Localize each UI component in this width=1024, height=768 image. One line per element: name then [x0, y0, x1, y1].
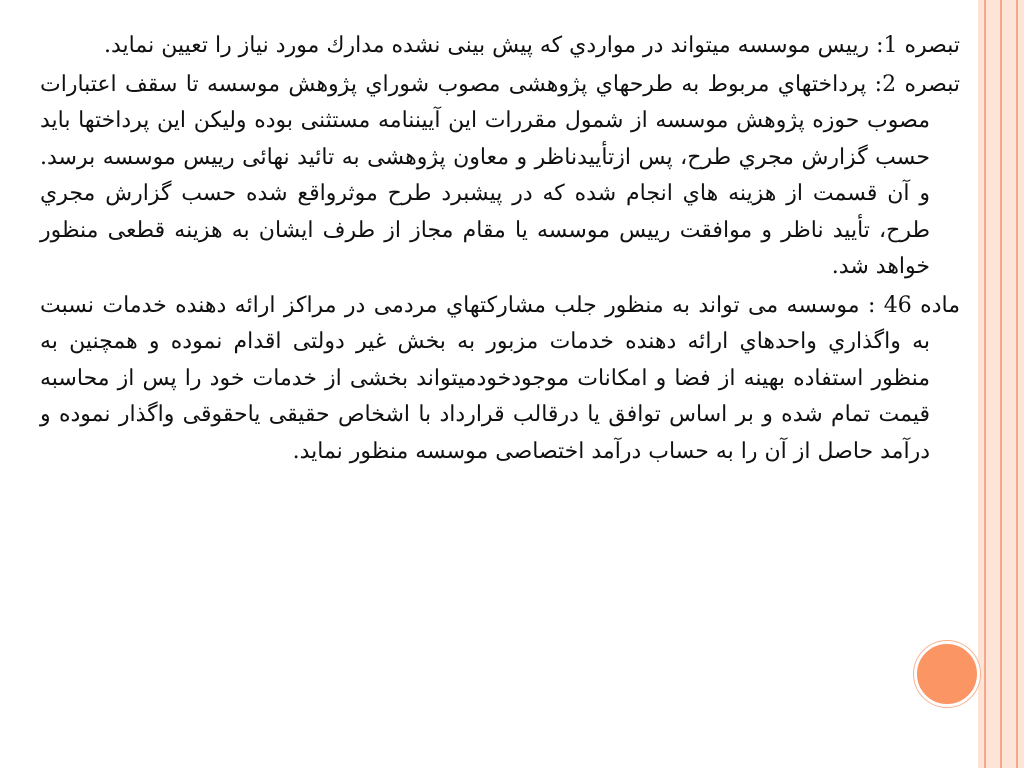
band-stripe: [984, 0, 986, 768]
paragraph-note-1: تبصره 1: رييس موسسه ميتواند در مواردي كه پيش بينی نشده مدارك مورد نياز را تعيين نمايد.: [104, 33, 960, 58]
band-stripe: [1016, 0, 1018, 768]
decorative-circle: [914, 641, 980, 707]
decorative-side-band: [978, 0, 1024, 768]
band-stripe: [1000, 0, 1002, 768]
paragraph-article-46: ماده 46 : موسسه می تواند به منظور جلب مشاركتهاي مردمی در مراكز ارائه دهنده خدمات نسبت به واگذاري واحدهاي ارائه دهنده خدمات مزبور به بخش غير دولتی اقدام نموده و همچنين به منظور استفاده بهينه از فضا و امكانات موجودخودميتواند بخشی از خدمات خود را پس از محاسبه قيمت تمام شده و بر اساس توافق يا درقالب قرارداد با اشخاص حقيقی ياحقوقی واگذار نموده و درآمد حاصل از آن را به حساب درآمد اختصاصی موسسه منظور نمايد.: [40, 292, 960, 464]
paragraph-note-2: تبصره 2: پرداختهاي مربوط به طرحهاي پژوهشی مصوب شوراي پژوهش موسسه تا سقف اعتبارات مصوب حوزه پژوهش موسسه از شمول مقررات اين آييننامه مستثنی بوده وليكن اين پرداختها بايد حسب گزارش مجري طرح، پس ازتأييدناظر و معاون پژوهشی به تائيد نهائی رييس موسسه برسد. و آن قسمت از هزينه هاي انجام شده كه در پيشبرد طرح موثرواقع شده حسب گزارش مجري طرح، تأييد ناظر و موافقت رييس موسسه يا مقام مجاز از طرف ايشان به هزينه قطعی منظور خواهد شد.: [40, 71, 960, 279]
slide-body-text: [40, 28, 960, 472]
